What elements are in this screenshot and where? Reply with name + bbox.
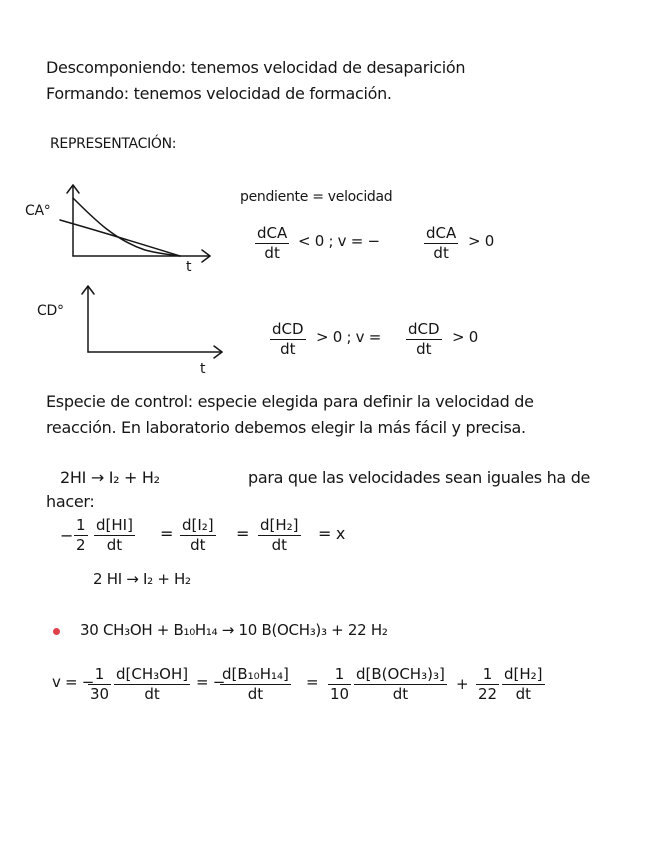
frac-num: dCD [408,320,440,338]
frac-den: dt [416,340,432,358]
text-pendiente: pendiente = velocidad [240,189,393,205]
rel-text-2: > 0 [452,328,478,346]
coef-30-frac [88,667,111,702]
rel-text-2: > 0 [468,232,494,250]
frac-num: 1 [76,516,86,534]
frac-d-h2 [258,518,301,553]
frac-d-b10h14 [220,667,291,702]
rel-text: > 0 ; v = [316,328,381,346]
line-especie-2: reacción. En laboratorio debemos elegir la más fácil y precisa. [46,418,526,437]
frac-num: d[H₂] [504,665,543,683]
frac-d-boch3 [354,667,447,702]
frac-num: d[B₁₀H₁₄] [222,665,289,683]
line-descomponiendo: Descomponiendo: tenemos velocidad de desaparición [46,58,466,77]
graph1-curve-steep [73,198,180,256]
frac-den: 22 [478,685,498,703]
frac-den: dt [106,536,123,554]
frac-den: 2 [76,536,86,554]
frac-num: d[H₂] [260,516,299,534]
frac-num: 1 [328,667,351,685]
v-equals: v = − [52,673,95,691]
line-formando: Formando: tenemos velocidad de formación. [46,84,392,103]
frac-den: dt [264,244,280,262]
minus-sign: − [60,526,74,545]
frac-dcd-dt [270,322,306,357]
rel-text: < 0 ; v = − [298,232,380,250]
bullet-dot [53,628,60,635]
line-para-que-1: para que las velocidades sean iguales ha de [248,468,591,487]
coef-22-frac [476,667,499,702]
frac-num: d[B(OCH₃)₃] [356,665,445,683]
heading-representacion: REPRESENTACIÓN: [50,136,177,152]
frac-dca-dt [255,226,289,261]
frac-d-h2-boro [502,667,545,702]
frac-num: 1 [476,667,499,685]
frac-den: dt [190,536,206,554]
frac-den: dt [280,340,296,358]
coef-10-frac [328,667,351,702]
coef-frac [74,518,88,553]
reaction-hi-2: 2 HI → I₂ + H₂ [93,570,191,588]
frac-d-ch3oh [114,667,190,702]
frac-num: d[HI] [96,516,133,534]
frac-den: dt [392,685,409,703]
frac-den: 30 [90,685,110,703]
frac-den: dt [247,685,264,703]
reaction-hi: 2HI → I₂ + H₂ [60,468,160,487]
line-para-que-2: hacer: [46,492,95,511]
graph2-plot [80,280,230,365]
frac-dcd-dt-2 [406,322,442,357]
graph2-xlabel: t [200,361,206,377]
equals-1: = [160,524,174,543]
frac-num: d[CH₃OH] [116,665,189,683]
frac-num: dCA [426,224,457,242]
graph1-xlabel: t [186,259,192,275]
frac-num: d[I₂] [182,516,214,534]
frac-den: dt [271,536,287,554]
frac-den: dt [144,685,160,703]
plus-sign: + [456,675,469,693]
line-especie-1: Especie de control: especie elegida para definir la velocidad de [46,392,534,411]
frac-num: 1 [88,667,111,685]
equals-x: = x [318,524,346,543]
frac-d-i2 [180,518,216,553]
graph2-ylabel: CD° [37,303,64,319]
equals-minus: = − [196,673,226,691]
reaction-boro: 30 CH₃OH + B₁₀H₁₄ → 10 B(OCH₃)₃ + 22 H₂ [80,621,388,639]
graph1-curve-shallow [60,220,180,256]
equals-2: = [236,524,250,543]
frac-den: dt [433,244,449,262]
equals-2: = [306,673,319,691]
graph1-plot [55,180,225,275]
graph1-ylabel: CA° [25,203,51,219]
frac-num: dCA [257,224,288,242]
frac-den: dt [515,685,531,703]
frac-d-hi [94,518,135,553]
frac-dca-dt-2 [424,226,458,261]
frac-den: 10 [330,685,350,703]
frac-num: dCD [272,320,304,338]
